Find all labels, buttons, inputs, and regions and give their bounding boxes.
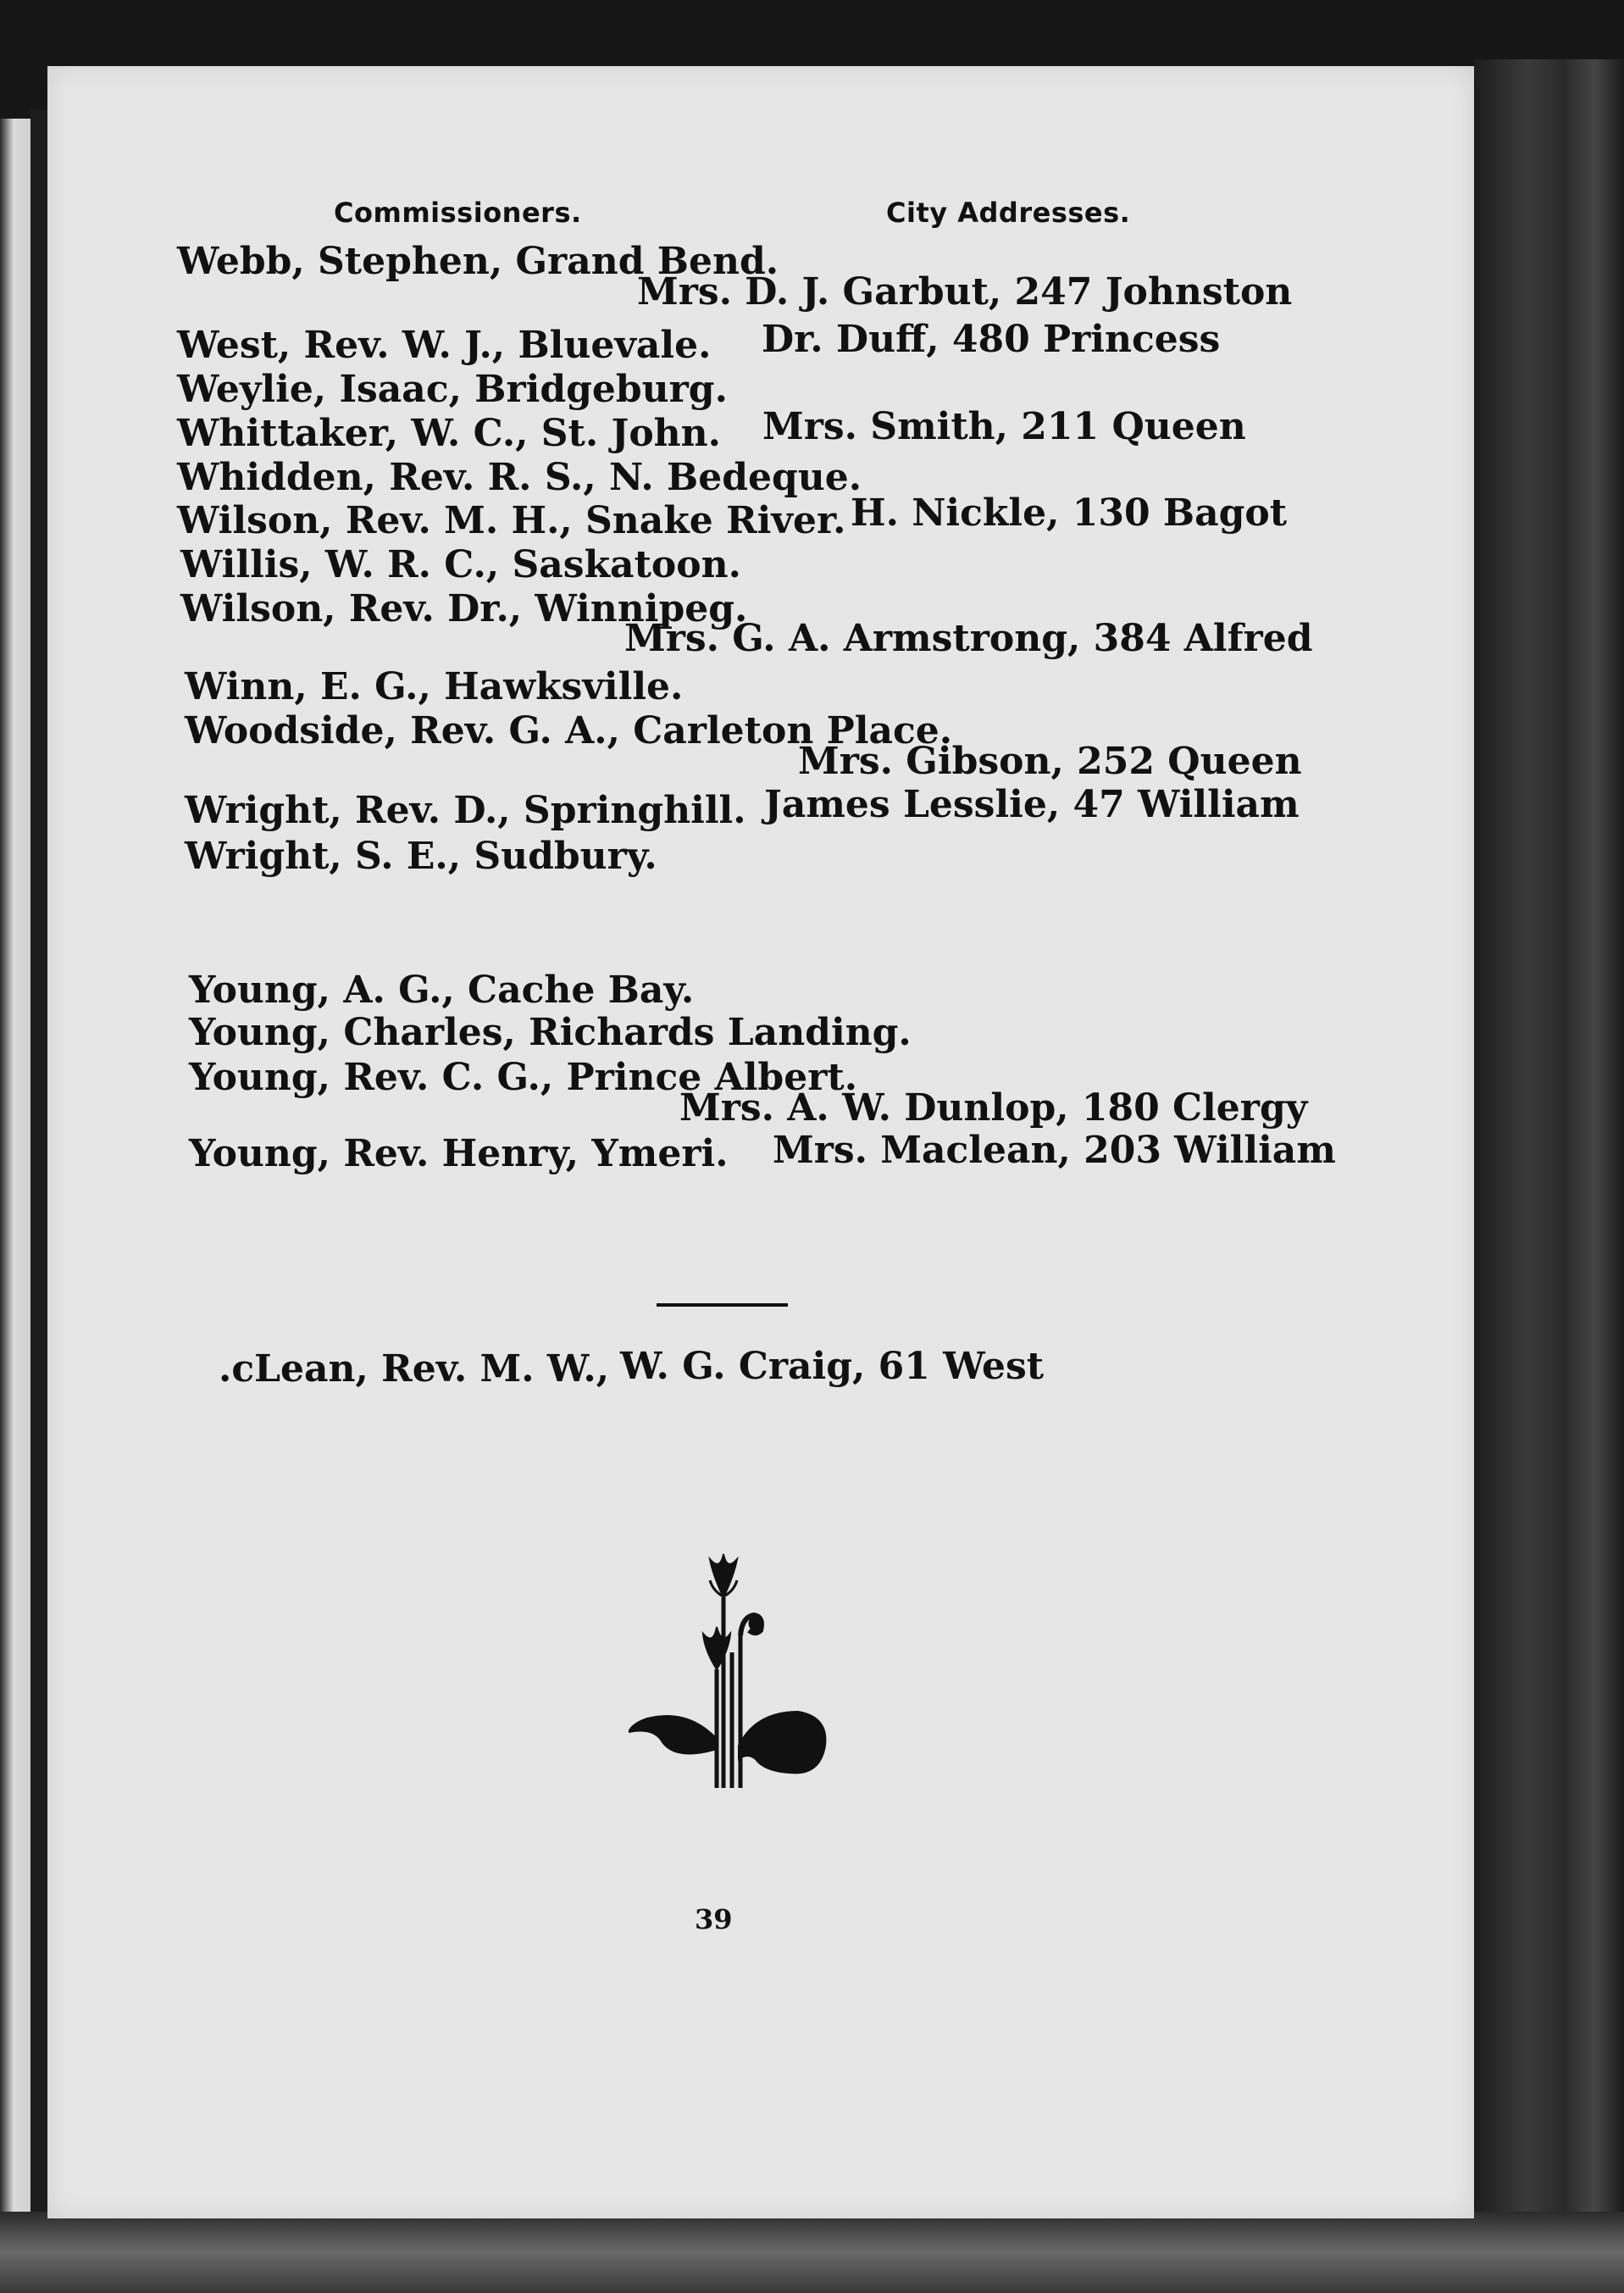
entry-address: Mrs. Smith, 211 Queen [762, 405, 1246, 448]
entry-name: .cLean, Rev. M. W., [219, 1347, 610, 1391]
entry-name: West, Rev. W. J., Bluevale. [177, 324, 712, 367]
entry-address: W. G. Craig, 61 West [620, 1345, 1045, 1388]
entry-name: Whidden, Rev. R. S., N. Bedeque. [177, 456, 862, 499]
entry-name: Wright, S. E., Sudbury. [185, 835, 657, 878]
entry-name: Weylie, Isaac, Bridgeburg. [177, 368, 728, 411]
entry-address: James Lesslie, 47 William [764, 783, 1300, 826]
entry-name: Winn, E. G., Hawksville. [185, 665, 684, 708]
city-addresses-heading: City Addresses. [886, 197, 1131, 229]
book-bottom-edge [0, 2212, 1624, 2293]
entry-name: Young, Charles, Richards Landing. [189, 1011, 912, 1054]
entry-address: Mrs. G. A. Armstrong, 384 Alfred [624, 617, 1313, 660]
entry-name: Wright, Rev. D., Springhill. [185, 789, 746, 832]
entry-name: Wilson, Rev. M. H., Snake River. [177, 499, 846, 542]
entry-name: Young, Rev. Henry, Ymeri. [189, 1132, 729, 1175]
entry-address: Mrs. Gibson, 252 Queen [798, 740, 1302, 783]
entry-name: Woodside, Rev. G. A., Carleton Place. [185, 709, 953, 752]
entry-address: Mrs. Maclean, 203 William [773, 1129, 1336, 1172]
entry-name: Webb, Stephen, Grand Bend. [177, 240, 779, 283]
entry-name: Wilson, Rev. Dr., Winnipeg. [180, 587, 748, 630]
entry-name: Whittaker, W. C., St. John. [177, 412, 721, 455]
entry-address: Mrs. D. J. Garbut, 247 Johnston [637, 270, 1293, 314]
entry-name: Willis, W. R. C., Saskatoon. [180, 543, 741, 586]
section-divider [657, 1303, 788, 1307]
facing-page-edge [0, 119, 34, 2254]
book-spine [30, 110, 47, 2254]
entry-address: Mrs. A. W. Dunlop, 180 Clergy [679, 1086, 1308, 1130]
water-lily-icon [629, 1542, 832, 1796]
entry-name: Young, A. G., Cache Bay. [189, 969, 695, 1012]
entry-name: Young, Rev. C. G., Prince Albert. [189, 1056, 858, 1099]
book-cover-edge [1474, 59, 1624, 2293]
entry-address: H. Nickle, 130 Bagot [851, 491, 1288, 535]
commissioners-heading: Commissioners. [334, 197, 582, 229]
page-number: 39 [695, 1903, 733, 1935]
entry-address: Dr. Duff, 480 Princess [762, 318, 1221, 361]
